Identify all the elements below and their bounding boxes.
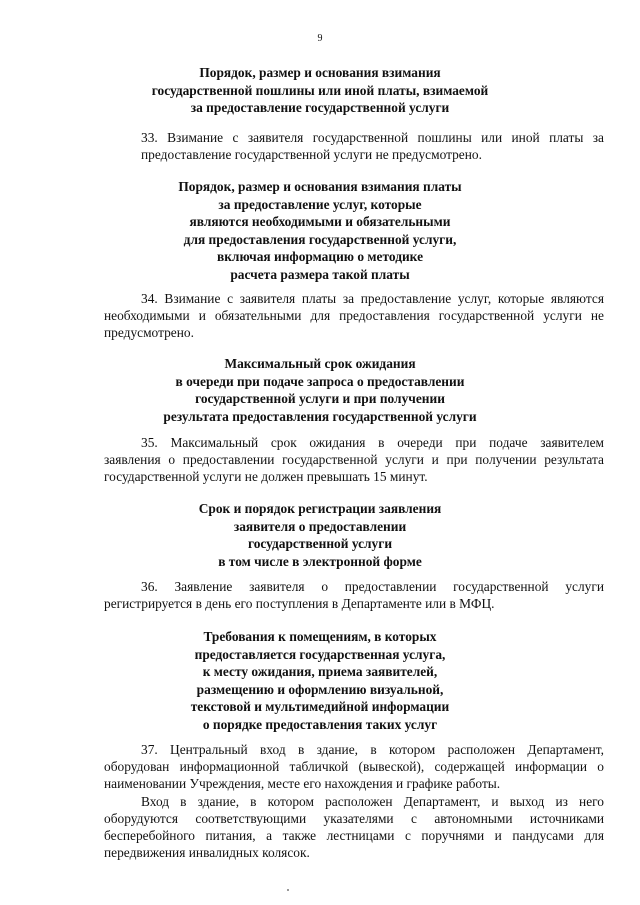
paragraph-line: оборудуются соответствующими указателями с автономными источниками [104, 811, 604, 826]
paragraph-line: бесперебойного питания, а также лестницами с поручнями и пандусами для [104, 828, 604, 843]
paragraph-36 [104, 578, 604, 612]
paragraph-line: 33. Взимание с заявителя государственной пошлины или иной платы за [141, 130, 604, 145]
heading-line: государственной услуги и при получении [195, 391, 445, 407]
paragraph-line: государственной услуги не должен превышать 15 минут. [104, 469, 428, 484]
heading-line: Требования к помещениям, в которых [203, 629, 437, 644]
paragraph-line: необходимыми и обязательными для предоставления государственной услуги не [104, 308, 604, 323]
heading-line: государственной услуги [247, 536, 393, 552]
heading-line: к месту ожидания, приема заявителей, [202, 664, 438, 680]
paragraph-line: регистрируется в день его поступления в Департаменте или в МФЦ. [104, 596, 495, 611]
paragraph-line: передвижения инвалидных колясок. [104, 845, 310, 860]
paragraph-line: 34. Взимание с заявителя платы за предоставление услуг, которые являются [141, 291, 604, 306]
paragraph-line: 35. Максимальный срок ожидания в очереди при подаче заявителем [141, 435, 604, 450]
heading-line: за предоставление государственной услуги [190, 100, 450, 116]
page-number: 9 [317, 33, 323, 44]
heading-line: Максимальный срок ожидания [224, 356, 416, 371]
section-heading-premises [90, 628, 550, 734]
paragraph-37 [104, 741, 604, 792]
heading-line: в том числе в электронной форме [218, 553, 422, 569]
heading-line: для предоставления государственной услуги, [183, 231, 457, 247]
section-heading-registration [90, 500, 550, 570]
paragraph-line: заявления о предоставлении государственной услуги и при получении результата [104, 452, 604, 467]
section-heading-service-fee [90, 178, 550, 284]
section-heading-queue-time [90, 355, 550, 425]
paragraph-line: наименовании Учреждения, месте его нахождения и графике работы. [104, 776, 501, 791]
heading-line: текстовой и мультимедийной информации [190, 699, 450, 715]
paragraph-line: 37. Центральный вход в здание, в котором расположен Департамент, [141, 742, 604, 757]
heading-line: государственной пошлины или иной платы, взимаемой [151, 82, 489, 98]
paragraph-37-entrance [104, 793, 604, 861]
paragraph-33 [104, 129, 604, 163]
heading-line: размещению и оформлению визуальной, [196, 681, 444, 697]
heading-line: являются необходимыми и обязательными [189, 214, 451, 230]
section-heading-state-fee [90, 64, 550, 117]
paragraph-34 [104, 290, 604, 341]
heading-line: заявителя о предоставлении [233, 518, 407, 534]
paragraph-line: предоставление государственной услуги не предусмотрено. [141, 147, 482, 162]
heading-line: Срок и порядок регистрации заявления [198, 501, 442, 516]
paragraph-line: Вход в здание, в котором расположен Департамент, и выход из него [141, 794, 604, 809]
paragraph-line: оборудован информационной табличкой (вывеской), содержащей информации о [104, 759, 604, 774]
heading-line: Порядок, размер и основания взимания платы [178, 179, 462, 194]
scan-speck [287, 889, 289, 891]
paragraph-35 [104, 434, 604, 485]
heading-line: включая информацию о методике [216, 249, 424, 265]
heading-line: Порядок, размер и основания взимания [199, 65, 441, 80]
heading-line: за предоставление услуг, которые [218, 196, 422, 212]
paragraph-line: предусмотрено. [104, 325, 194, 340]
paragraph-line: 36. Заявление заявителя о предоставлении государственной услуги [141, 579, 604, 594]
heading-line: о порядке предоставления таких услуг [202, 716, 438, 732]
heading-line: в очереди при подаче запроса о предоставлении [175, 373, 465, 389]
heading-line: расчета размера такой платы [230, 266, 410, 282]
heading-line: предоставляется государственная услуга, [194, 646, 446, 662]
heading-line: результата предоставления государственной услуги [163, 408, 477, 424]
